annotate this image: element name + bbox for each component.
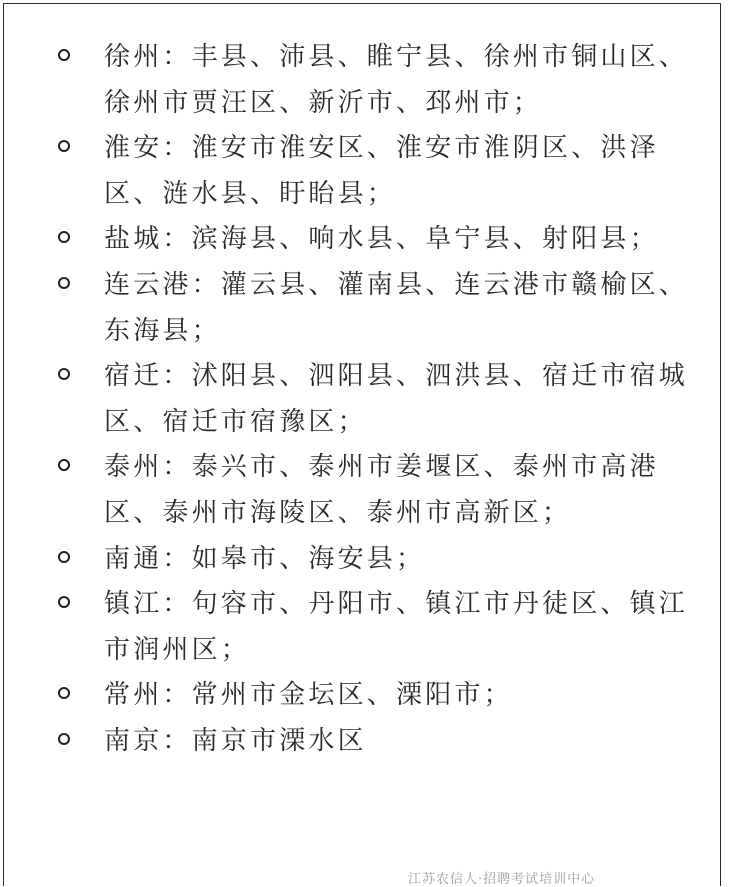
watermark-text: 江苏农信人·招聘考试培训中心 — [408, 872, 596, 887]
bullet-icon — [58, 49, 70, 61]
list-item-text: 盐城：滨海县、响水县、阜宁县、射阳县； — [104, 224, 659, 255]
bullet-icon — [58, 687, 70, 699]
list-item-text: 泰州：泰兴市、泰州市姜堰区、泰州市高港区、泰州市海陵区、泰州市高新区； — [104, 452, 659, 528]
list-item-text: 南通：如皋市、海安县； — [104, 543, 426, 574]
list-item-lianyungang — [55, 263, 695, 354]
bullet-icon — [58, 368, 70, 380]
bullet-icon — [58, 733, 70, 745]
bullet-icon — [58, 551, 70, 563]
county-list — [55, 35, 695, 765]
list-item-text: 宿迁：沭阳县、泗阳县、泗洪县、宿迁市宿城区、宿迁市宿豫区； — [104, 361, 689, 437]
list-item-nantong — [55, 537, 695, 583]
list-item-text: 淮安：淮安市淮安区、淮安市淮阴区、洪泽区、涟水县、盱眙县； — [104, 133, 659, 209]
bullet-icon — [58, 231, 70, 243]
list-item-zhenjiang — [55, 582, 695, 673]
bullet-icon — [58, 140, 70, 152]
list-item-text: 镇江：句容市、丹阳市、镇江市丹徒区、镇江市润州区； — [104, 589, 689, 665]
list-item-yancheng — [55, 217, 695, 263]
bullet-icon — [58, 596, 70, 608]
list-item-huaian — [55, 126, 695, 217]
list-item-taizhou — [55, 445, 695, 536]
list-item-text: 徐州：丰县、沛县、睢宁县、徐州市铜山区、徐州市贾汪区、新沂市、邳州市； — [104, 42, 689, 118]
list-item-nanjing — [55, 719, 695, 765]
list-item-text: 常州：常州市金坛区、溧阳市； — [104, 680, 513, 711]
list-item-text: 南京：南京市溧水区 — [104, 725, 367, 756]
bullet-icon — [58, 459, 70, 471]
list-item-changzhou — [55, 673, 695, 719]
list-item-text: 连云港：灌云县、灌南县、连云港市赣榆区、东海县； — [104, 269, 689, 346]
list-item-suqian — [55, 354, 695, 445]
list-item-xuzhou — [55, 35, 695, 126]
bullet-icon — [58, 277, 70, 289]
